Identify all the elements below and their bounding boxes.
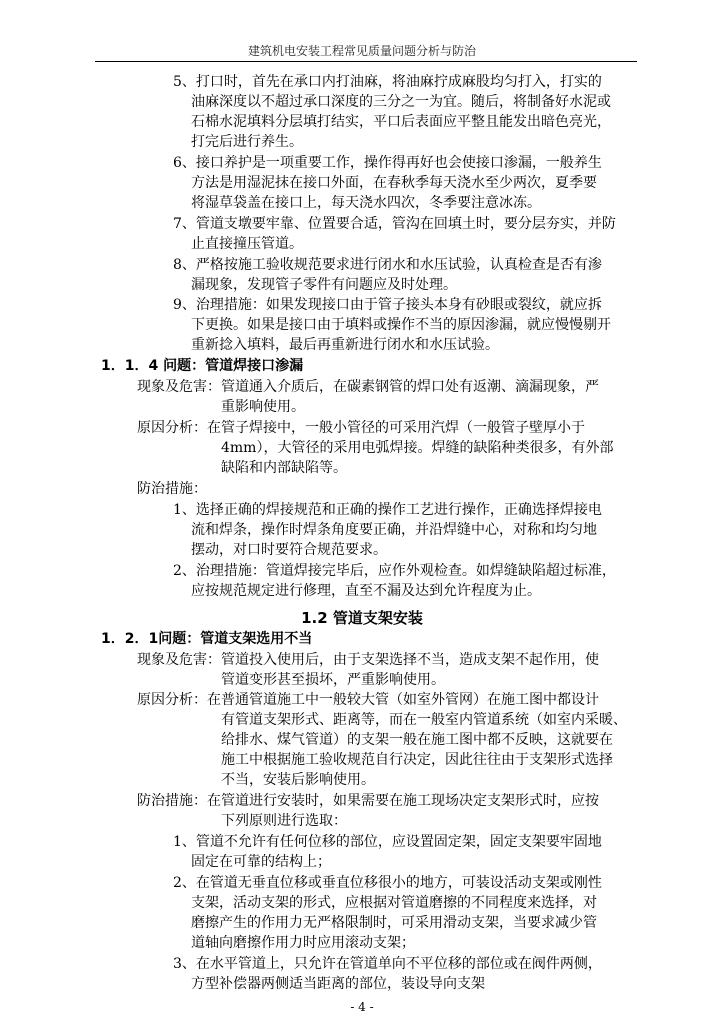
page-number: - 4 - — [350, 1000, 374, 1014]
heading-1-2-1: 1．2．1问题：管道支架选用不当 — [101, 630, 313, 647]
item-5-line-1: 5、打口时，首先在承口内打油麻，将油麻拧成麻股均匀打入，打实的 — [173, 74, 602, 90]
item-9-line-1: 9、治理措施：如果发现接口由于管子接头本身有砂眼或裂纹，就应拆 — [173, 297, 602, 314]
phenomenon-1-2-1-line-2: 管道变形甚至损坏，严重影响使用。 — [221, 671, 445, 688]
phenomenon-1-1-4-line-2: 重影响使用。 — [221, 399, 305, 416]
cause-1-2-1-line-4: 施工中根据施工验收规范自行决定，因此往往由于支架形式选择 — [221, 752, 613, 769]
item-9-line-3: 重新捻入填料，最后再重新进行闭水和水压试验。 — [191, 337, 499, 354]
item-9-line-2: 下更换。如果是接口由于填料或操作不当的原因渗漏，就应慢慢剔开 — [191, 317, 611, 334]
item-5-line-2: 油麻深度以不超过承口深度的三分之一为宜。随后，将制备好水泥或 — [191, 94, 611, 110]
prevention-1-1-4-label: 防治措施： — [137, 480, 207, 497]
item-7-line-2: 止直接撞压管道。 — [191, 235, 303, 252]
measure-1-2-1-3-line-1: 3、在水平管道上，只允许在管道单向不平位移的部位或在阀件两侧， — [173, 955, 602, 972]
cause-1-2-1-line-1: 原因分析：在普通管道施工中一般较大管（如室外管网）在施工图中都设计 — [137, 692, 599, 709]
section-1-2-title: 1.2 管道支架安装 — [301, 608, 423, 627]
measure-1-1-4-2-line-2: 应按规范规定进行修理，直至不漏及达到允许程度为止。 — [191, 582, 541, 599]
page-header: 建筑机电安装工程常见质量问题分析与防治 — [247, 44, 476, 58]
header-rule — [95, 61, 637, 62]
measure-1-2-1-1-line-2: 固定在可靠的结构上； — [191, 854, 331, 871]
measure-1-1-4-1-line-3: 摆动，对口时要符合规范要求。 — [191, 541, 387, 558]
measure-1-1-4-1-line-2: 流和焊条，操作时焊条角度要正确，并沿焊缝中心，对称和均匀地 — [191, 521, 597, 538]
item-6-line-2: 方法是用湿泥抹在接口外面，在春秋季每天浇水至少两次，夏季要 — [191, 174, 597, 191]
item-8-line-1: 8、严格按施工验收规范要求进行闭水和水压试验，认真检查是否有渗 — [173, 256, 602, 273]
item-7-line-1: 7、管道支墩要牢靠、位置要合适，管沟在回填土时，要分层夯实，并防 — [173, 215, 616, 232]
prevention-1-2-1-line-2: 下列原则进行选取： — [221, 813, 347, 830]
measure-1-1-4-2-line-1: 2、治理措施：管道焊接完毕后，应作外观检查。如焊缝缺陷超过标准， — [173, 562, 616, 579]
cause-1-2-1-line-2: 有管道支架形式、距离等，而在一般室内管道系统（如室内采暖、 — [221, 712, 627, 729]
prevention-1-2-1-line-1: 防治措施：在管道进行安装时，如果需要在施工现场决定支架形式时，应按 — [137, 793, 599, 810]
item-6-line-1: 6、接口养护是一项重要工作，操作得再好也会使接口渗漏，一般养生 — [173, 154, 602, 171]
measure-1-2-1-2-line-4: 道轴向磨擦作用力时应用滚动支架； — [191, 934, 415, 951]
cause-1-1-4-line-1: 原因分析：在管子焊接中，一般小管径的可采用汽焊（一般管子壁厚小于 — [137, 420, 585, 436]
measure-1-1-4-1-line-1: 1、选择正确的焊接规范和正确的操作工艺进行操作，正确选择焊接电 — [173, 501, 602, 518]
item-5-line-4: 打完后进行养生。 — [191, 133, 303, 150]
measure-1-2-1-1-line-1: 1、管道不允许有任何位移的部位，应设置固定架，固定支架要牢固地 — [173, 834, 602, 851]
cause-1-2-1-line-3: 给排水、煤气管道）的支架一般在施工图中都不反映，这就要在 — [221, 732, 613, 749]
cause-1-1-4-line-3: 缺陷和内部缺陷等。 — [221, 459, 347, 476]
measure-1-2-1-3-line-2: 方型补偿器两侧适当距离的部位，装设导向支架 — [191, 975, 485, 992]
phenomenon-1-1-4-line-1: 现象及危害：管道通入介质后，在碳素钢管的焊口处有返潮、滴漏现象，严 — [137, 379, 599, 396]
measure-1-2-1-2-line-1: 2、在管道无垂直位移或垂直位移很小的地方，可装设活动支架或刚性 — [173, 875, 602, 891]
item-5-line-3: 石棉水泥填料分层填打结实，平口后表面应平整且能发出暗色亮光， — [191, 114, 611, 130]
cause-1-2-1-line-5: 不当，安装后影响使用。 — [221, 772, 375, 789]
item-8-line-2: 漏现象，发现管子零件有问题应及时处理。 — [191, 276, 457, 293]
cause-1-1-4-line-2: 4mm），大管径的采用电弧焊接。焊缝的缺陷种类很多，有外部 — [221, 440, 614, 456]
measure-1-2-1-2-line-2: 支架，活动支架的形式，应根据对管道磨擦的不同程度来选择，对 — [191, 894, 597, 911]
measure-1-2-1-2-line-3: 磨擦产生的作用力无严格限制时，可采用滑动支架，当要求减少管 — [191, 914, 597, 931]
phenomenon-1-2-1-line-1: 现象及危害：管道投入使用后，由于支架选择不当，造成支架不起作用，使 — [137, 651, 599, 668]
item-6-line-3: 将湿草袋盖在接口上，每天浇水四次，冬季要注意冰冻。 — [191, 194, 541, 211]
heading-1-1-4: 1．1．4 问题：管道焊接口渗漏 — [101, 358, 304, 375]
